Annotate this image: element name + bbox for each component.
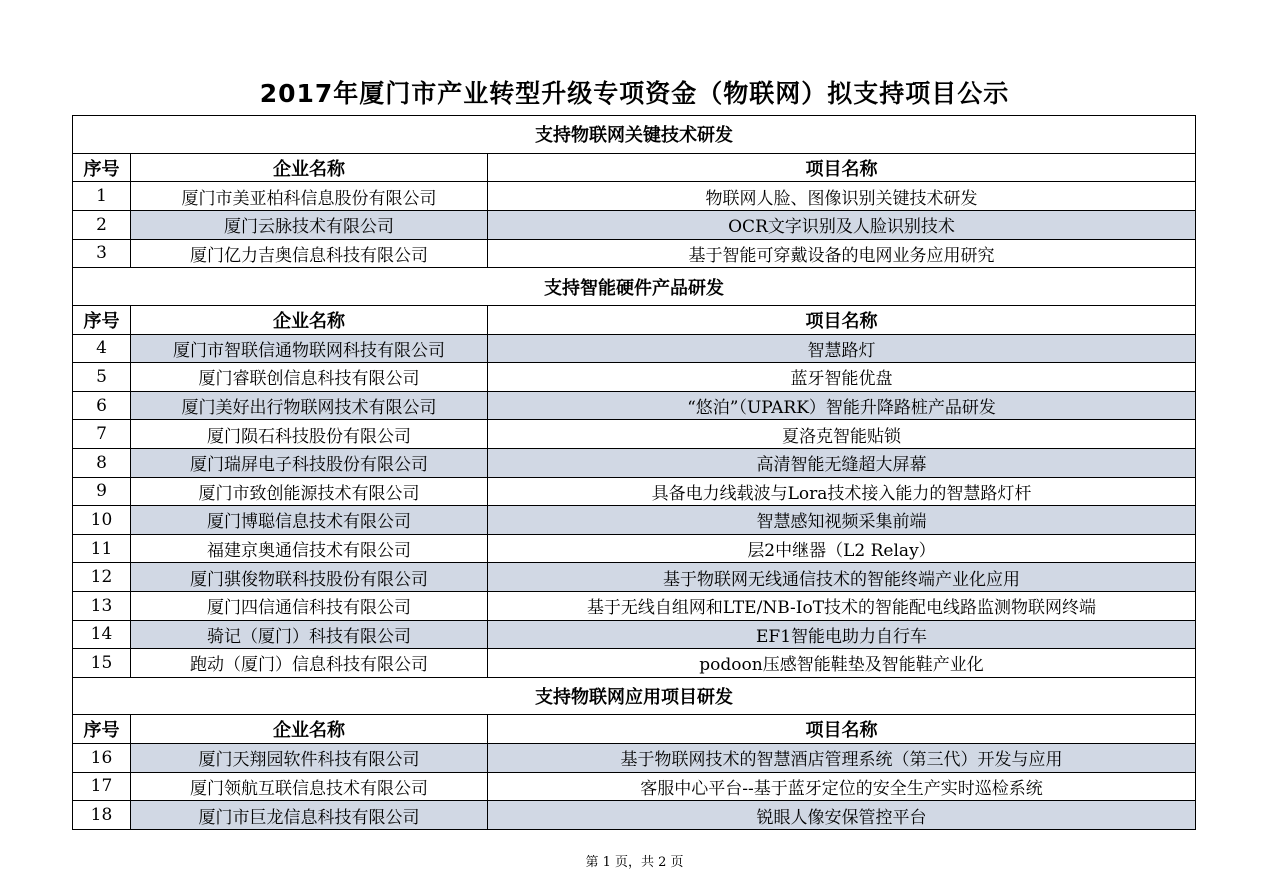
header-company: 企业名称 (130, 306, 487, 334)
table-header-row (73, 306, 1195, 335)
row-no: 17 (90, 776, 113, 797)
table-row (73, 478, 1195, 507)
section-title: 支持物联网关键技术研发 (73, 116, 1195, 154)
row-no: 16 (90, 747, 113, 768)
row-project: 智慧感知视频采集前端 (487, 506, 1195, 534)
table-row (73, 335, 1195, 364)
row-project: OCR文字识别及人脸识别技术 (487, 211, 1195, 239)
row-no: 14 (90, 624, 113, 645)
row-company: 厦门领航互联信息技术有限公司 (130, 773, 487, 801)
section-title: 支持物联网应用项目研发 (73, 678, 1195, 716)
table-row (73, 592, 1195, 621)
table-row (73, 449, 1195, 478)
table-row (73, 392, 1195, 421)
row-no: 9 (96, 481, 107, 502)
row-project: 基于物联网无线通信技术的智能终端产业化应用 (487, 563, 1195, 591)
row-no: 12 (90, 567, 113, 588)
row-no: 5 (96, 366, 107, 387)
table-row (73, 420, 1195, 449)
page-title: 2017年厦门市产业转型升级专项资金（物联网）拟支持项目公示 (259, 79, 1010, 108)
header-project: 项目名称 (487, 306, 1195, 334)
table-row (73, 240, 1195, 269)
project-table (72, 115, 1196, 830)
row-no: 3 (96, 243, 107, 264)
table-row (73, 182, 1195, 211)
row-no: 2 (96, 214, 107, 235)
table-row (73, 211, 1195, 240)
header-company: 企业名称 (130, 715, 487, 743)
table-row (73, 535, 1195, 564)
row-no: 7 (96, 424, 107, 445)
header-no: 序号 (83, 720, 120, 742)
row-project: 基于无线自组网和LTE/NB-IoT技术的智能配电线路监测物联网终端 (487, 592, 1195, 620)
table-row (73, 801, 1195, 830)
row-company: 厦门市智联信通物联网科技有限公司 (130, 335, 487, 363)
row-company: 厦门瑞屏电子科技股份有限公司 (130, 449, 487, 477)
row-project: podoon压感智能鞋垫及智能鞋产业化 (487, 649, 1195, 677)
row-company: 福建京奥通信技术有限公司 (130, 535, 487, 563)
row-company: 骑记（厦门）科技有限公司 (130, 621, 487, 649)
row-project: 高清智能无缝超大屏幕 (487, 449, 1195, 477)
row-project: 锐眼人像安保管控平台 (487, 801, 1195, 829)
row-company: 厦门睿联创信息科技有限公司 (130, 363, 487, 391)
row-company: 厦门骐俊物联科技股份有限公司 (130, 563, 487, 591)
table-header-row (73, 154, 1195, 183)
row-no: 13 (90, 595, 113, 616)
row-project: 蓝牙智能优盘 (487, 363, 1195, 391)
header-company: 企业名称 (130, 154, 487, 182)
row-company: 厦门陨石科技股份有限公司 (130, 420, 487, 448)
row-project: 基于智能可穿戴设备的电网业务应用研究 (487, 240, 1195, 268)
table-row (73, 621, 1195, 650)
header-project: 项目名称 (487, 154, 1195, 182)
table-row (73, 506, 1195, 535)
row-company: 厦门市巨龙信息科技有限公司 (130, 801, 487, 829)
table-row (73, 363, 1195, 392)
row-project: 客服中心平台--基于蓝牙定位的安全生产实时巡检系统 (487, 773, 1195, 801)
row-company: 厦门天翔园软件科技有限公司 (130, 744, 487, 772)
row-project: 层2中继器（L2 Relay） (487, 535, 1195, 563)
row-project: 物联网人脸、图像识别关键技术研发 (487, 182, 1195, 210)
table-row (73, 773, 1195, 802)
row-project: “悠泊”（UPARK）智能升降路桩产品研发 (487, 392, 1195, 420)
row-company: 厦门市美亚柏科信息股份有限公司 (130, 182, 487, 210)
page-footer: 第 1 页，共 2 页 (585, 855, 684, 870)
row-project: 基于物联网技术的智慧酒店管理系统（第三代）开发与应用 (487, 744, 1195, 772)
row-no: 8 (96, 452, 107, 473)
row-company: 厦门博聪信息技术有限公司 (130, 506, 487, 534)
table-row (73, 744, 1195, 773)
row-company: 厦门亿力吉奥信息科技有限公司 (130, 240, 487, 268)
row-project: 夏洛克智能贴锁 (487, 420, 1195, 448)
row-company: 厦门云脉技术有限公司 (130, 211, 487, 239)
header-no: 序号 (83, 158, 120, 180)
row-no: 6 (96, 395, 107, 416)
row-no: 1 (96, 186, 107, 207)
row-no: 18 (90, 805, 113, 826)
table-row (73, 649, 1195, 678)
row-project: 智慧路灯 (487, 335, 1195, 363)
row-company: 厦门四信通信科技有限公司 (130, 592, 487, 620)
table-row (73, 563, 1195, 592)
row-no: 4 (96, 338, 107, 359)
row-project: 具备电力线载波与Lora技术接入能力的智慧路灯杆 (487, 478, 1195, 506)
row-no: 10 (90, 509, 113, 530)
row-company: 厦门市致创能源技术有限公司 (130, 478, 487, 506)
header-project: 项目名称 (487, 715, 1195, 743)
row-no: 11 (90, 538, 113, 559)
row-company: 厦门美好出行物联网技术有限公司 (130, 392, 487, 420)
row-no: 15 (90, 652, 113, 673)
header-no: 序号 (83, 310, 120, 332)
section-title: 支持智能硬件产品研发 (73, 268, 1195, 306)
row-project: EF1智能电助力自行车 (487, 621, 1195, 649)
row-company: 跑动（厦门）信息科技有限公司 (130, 649, 487, 677)
table-header-row (73, 715, 1195, 744)
